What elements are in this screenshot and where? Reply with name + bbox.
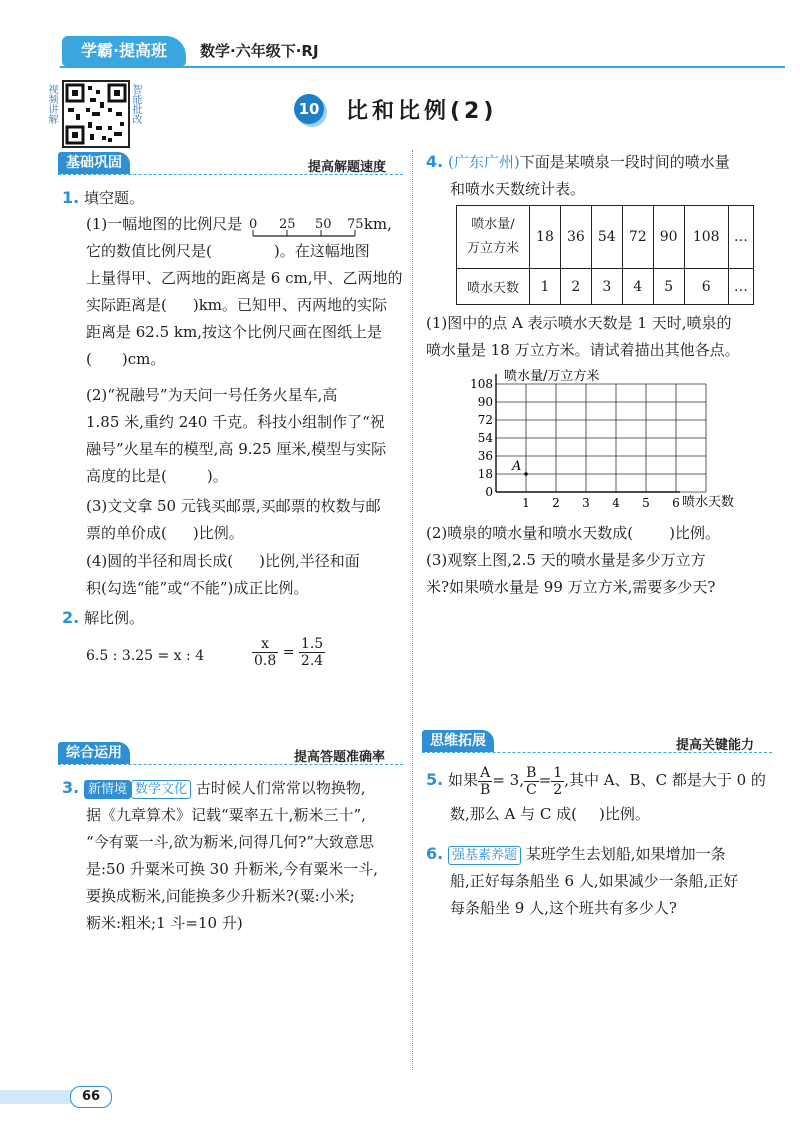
q3-line-5: 要换成粝米,问能换多少升粝米?(粟:小米; (86, 887, 355, 905)
x-tick-label: 5 (642, 496, 650, 510)
q5-block (426, 764, 771, 830)
q1-p2-text-a: (2)“祝融号”为天问一号任务火星车,高 (86, 386, 338, 404)
section-apply-subtitle: 提高答题准确率 (294, 750, 386, 765)
q4-number: 4. (426, 152, 444, 171)
frac-numerator: B (524, 765, 539, 782)
x-tick-label: 4 (612, 496, 620, 510)
y-tick-label: 90 (477, 395, 493, 409)
q5-text-c: 数,那么 A 与 C 成( (450, 804, 578, 823)
scale-bar (247, 211, 364, 238)
section-basic-tab: 基础巩固 (58, 152, 130, 174)
scale-ruler-icon (247, 229, 359, 238)
scale-tick-75: 75 (347, 217, 364, 232)
q2-header (62, 604, 144, 632)
table-header-cell (457, 206, 530, 269)
q1-p4-text-b: )比例,半径和面 (259, 552, 360, 570)
q4-data-table (456, 205, 754, 305)
q1-header (62, 184, 144, 212)
q5-text-a: 如果 (448, 771, 479, 789)
frac-numerator: A (478, 765, 492, 782)
q1-p1-text-a: (1)一幅地图的比例尺是 (86, 215, 243, 233)
table-row (457, 269, 754, 305)
q6-line-1: 某班学生去划船,如果增加一条 (525, 845, 726, 863)
table-header-text: 万立方米 (466, 241, 519, 256)
q4-p2-b: )比例。 (669, 524, 720, 542)
frac-numerator: 1 (553, 764, 563, 781)
table-cell: 2 (560, 269, 591, 305)
table-cell: 18 (530, 206, 561, 269)
table-cell: 36 (560, 206, 591, 269)
q1-p1-text-i: )cm。 (121, 350, 166, 368)
table-cell: 1 (530, 269, 561, 305)
table-cell: 90 (653, 206, 684, 269)
q4-p3-b: 米?如果喷水量是 99 万立方米,需要多少天? (426, 578, 716, 596)
table-cell: 5 (653, 269, 684, 305)
q3-tag-math-culture: 数学文化 (131, 780, 191, 799)
q3-line-3: “今有粟一斗,欲为粝米,问得几何?”大致意思 (86, 833, 374, 851)
q6-line-2: 船,正好每条船坐 6 人,如果减少一条船,正好 (450, 872, 739, 890)
q2-equation-2: $\frac{x}{0.8}$ = $\frac{1.5}{2.4}$ (254, 636, 324, 669)
table-cell: 54 (591, 206, 622, 269)
frac-denominator: B (480, 781, 491, 798)
table-cell: 72 (622, 206, 653, 269)
frac-denominator: 0.8 (254, 653, 277, 669)
q1-p1-text-f: )km。已知甲、丙两地的实际 (192, 296, 388, 314)
qr-code[interactable] (62, 80, 130, 148)
table-cell: 4 (622, 269, 653, 305)
y-tick-label: 36 (477, 449, 493, 463)
q1-p1-text-g: 距离是 62.5 km,按这个比例尺画在图纸上是 (86, 323, 383, 341)
graph-grid (496, 384, 706, 492)
lesson-title: 比和比例(2) (346, 99, 498, 124)
header-rule (60, 66, 785, 68)
qr-caption-right: 智能批改 (130, 84, 141, 124)
x-tick-label: 2 (552, 496, 560, 510)
q4-intro-b: 和喷水天数统计表。 (450, 180, 586, 198)
page-number: 66 (70, 1086, 112, 1108)
table-cell: 3 (591, 269, 622, 305)
frac-numerator: x (252, 636, 278, 653)
scale-tick-0: 0 (249, 217, 258, 232)
q3-number: 3. (62, 778, 80, 797)
q5-eq-a: = 3, (492, 771, 524, 789)
graph-point-a (524, 472, 528, 476)
q6-tag: 强基素养题 (448, 846, 521, 865)
qr-pattern-icon (64, 82, 128, 146)
table-cell: … (728, 269, 753, 305)
section-extend-rule (422, 752, 772, 753)
q1-p4-text-c: 积(勾选“能”或“不能”)成正比例。 (86, 579, 309, 597)
q2-title: 解比例。 (84, 609, 145, 627)
q4-p2-a: (2)喷泉的喷水量和喷水天数成( (426, 524, 634, 542)
graph-point-a-label: A (512, 459, 522, 474)
x-tick-label: 1 (522, 496, 530, 510)
frac-denominator: 2.4 (300, 653, 324, 669)
q3-line-2: 据《九章算术》记载“粟率五十,粝米三十”, (86, 806, 366, 824)
q5-text-b: ,其中 A、B、C 都是大于 0 的 (564, 771, 766, 789)
section-basic-rule (58, 174, 403, 175)
frac-numerator: 1.5 (300, 636, 324, 652)
table-row (457, 206, 754, 269)
y-tick-label: 18 (477, 467, 493, 481)
q1-part2 (86, 382, 406, 490)
q5-number: 5. (426, 770, 444, 789)
graph-x-ticks (522, 496, 680, 510)
table-header-cell: 喷水天数 (457, 269, 530, 305)
section-basic-subtitle: 提高解题速度 (308, 160, 387, 175)
lesson-number-badge: 10 (294, 94, 324, 124)
q2-number: 2. (62, 608, 80, 627)
q4-part1 (426, 310, 771, 364)
q5-eq-b: = (538, 771, 552, 789)
y-tick-label: 54 (477, 431, 493, 445)
y-tick-label: 72 (477, 413, 493, 427)
section-apply-rule (58, 764, 403, 765)
q1-p3-text-c: )比例。 (192, 524, 244, 542)
q1-p3-text-b: 票的单价成( (86, 524, 167, 542)
q1-p2-text-c: 融号”火星车的模型,高 9.25 厘米,模型与实际 (86, 440, 387, 458)
q1-part1 (86, 211, 406, 373)
q4-p1-a: (1)图中的点 A 表示喷水天数是 1 天时,喷泉的 (426, 314, 732, 332)
q3-tag-new-context: 新情境 (84, 780, 131, 799)
q3-block (62, 774, 407, 937)
scale-tick-50: 50 (315, 217, 332, 232)
q3-line-1: 古时候人们常常以物换物, (195, 779, 366, 797)
q1-p1-text-h: ( (86, 350, 92, 368)
q4-p3-a: (3)观察上图,2.5 天的喷水量是多少万立方 (426, 551, 706, 569)
q6-line-3: 每条船坐 9 人,这个班共有多少人? (450, 899, 677, 917)
x-tick-label: 6 (672, 496, 680, 510)
q4-p1-b: 喷水量是 18 万立方米。请试着描出其他各点。 (426, 341, 740, 359)
column-divider (412, 150, 413, 1070)
q1-part3 (86, 493, 406, 547)
q1-p1-text-e: 实际距离是( (86, 296, 167, 314)
q4-part2-3 (426, 520, 771, 601)
q6-block (426, 840, 771, 922)
q1-p2-text-e: )。 (206, 467, 228, 485)
x-tick-label: 3 (582, 496, 590, 510)
section-extend-subtitle: 提高关键能力 (676, 738, 755, 753)
frac-denominator: C (525, 781, 537, 798)
q1-scale-unit: km, (363, 215, 392, 233)
q4-graph[interactable] (440, 366, 770, 516)
table-header-text: 喷水量/ (471, 217, 515, 232)
section-extend-tab: 思维拓展 (422, 730, 494, 752)
q1-title: 填空题。 (84, 189, 145, 207)
q1-p1-text-c: )。在这幅地图 (273, 242, 370, 260)
q1-p2-text-d: 高度的比是( (86, 467, 167, 485)
table-cell: 108 (684, 206, 728, 269)
y-tick-label: 108 (470, 377, 493, 391)
q4-region: (广东广州) (448, 153, 520, 171)
q3-line-6: 粝米:粗米;1 斗=10 升) (86, 914, 243, 932)
qr-caption-left: 视频讲解 (46, 84, 57, 124)
scale-tick-25: 25 (279, 217, 296, 232)
table-cell: 6 (684, 269, 728, 305)
q2-equation-1: 6.5 : 3.25 = x : 4 (86, 648, 205, 664)
q1-p3-text-a: (3)文文拿 50 元钱买邮票,买邮票的枚数与邮 (86, 497, 381, 515)
q1-p2-text-b: 1.85 米,重约 240 千克。科技小组制作了“祝 (86, 413, 385, 431)
q1-p4-text-a: (4)圆的半径和周长成( (86, 552, 234, 570)
section-apply-tab: 综合运用 (58, 742, 130, 764)
q1-p1-text-d: 上量得甲、乙两地的距离是 6 cm,甲、乙两地的 (86, 269, 403, 287)
graph-y-title: 喷水量/万立方米 (504, 369, 600, 384)
frac-denominator: 2 (553, 781, 563, 798)
q1-number: 1. (62, 188, 80, 207)
graph-x-title: 喷水天数 (682, 495, 735, 510)
graph-y-ticks (470, 377, 493, 499)
q1-p1-text-b: 它的数值比例尺是( (86, 242, 212, 260)
q5-text-d: )比例。 (599, 804, 650, 823)
q4-intro-a: 下面是某喷泉一段时间的喷水量 (519, 153, 730, 171)
book-title: 数学·六年级下·RJ (200, 42, 319, 60)
q3-line-4: 是:50 升粟米可换 30 升粝米,今有粟米一斗, (86, 860, 379, 878)
q6-number: 6. (426, 844, 444, 863)
q4-intro (426, 148, 771, 203)
table-cell: … (728, 206, 753, 269)
q1-part4 (86, 548, 406, 602)
y-tick-label: 0 (485, 485, 493, 499)
brand-tab: 学霸·提高班 (62, 36, 186, 66)
